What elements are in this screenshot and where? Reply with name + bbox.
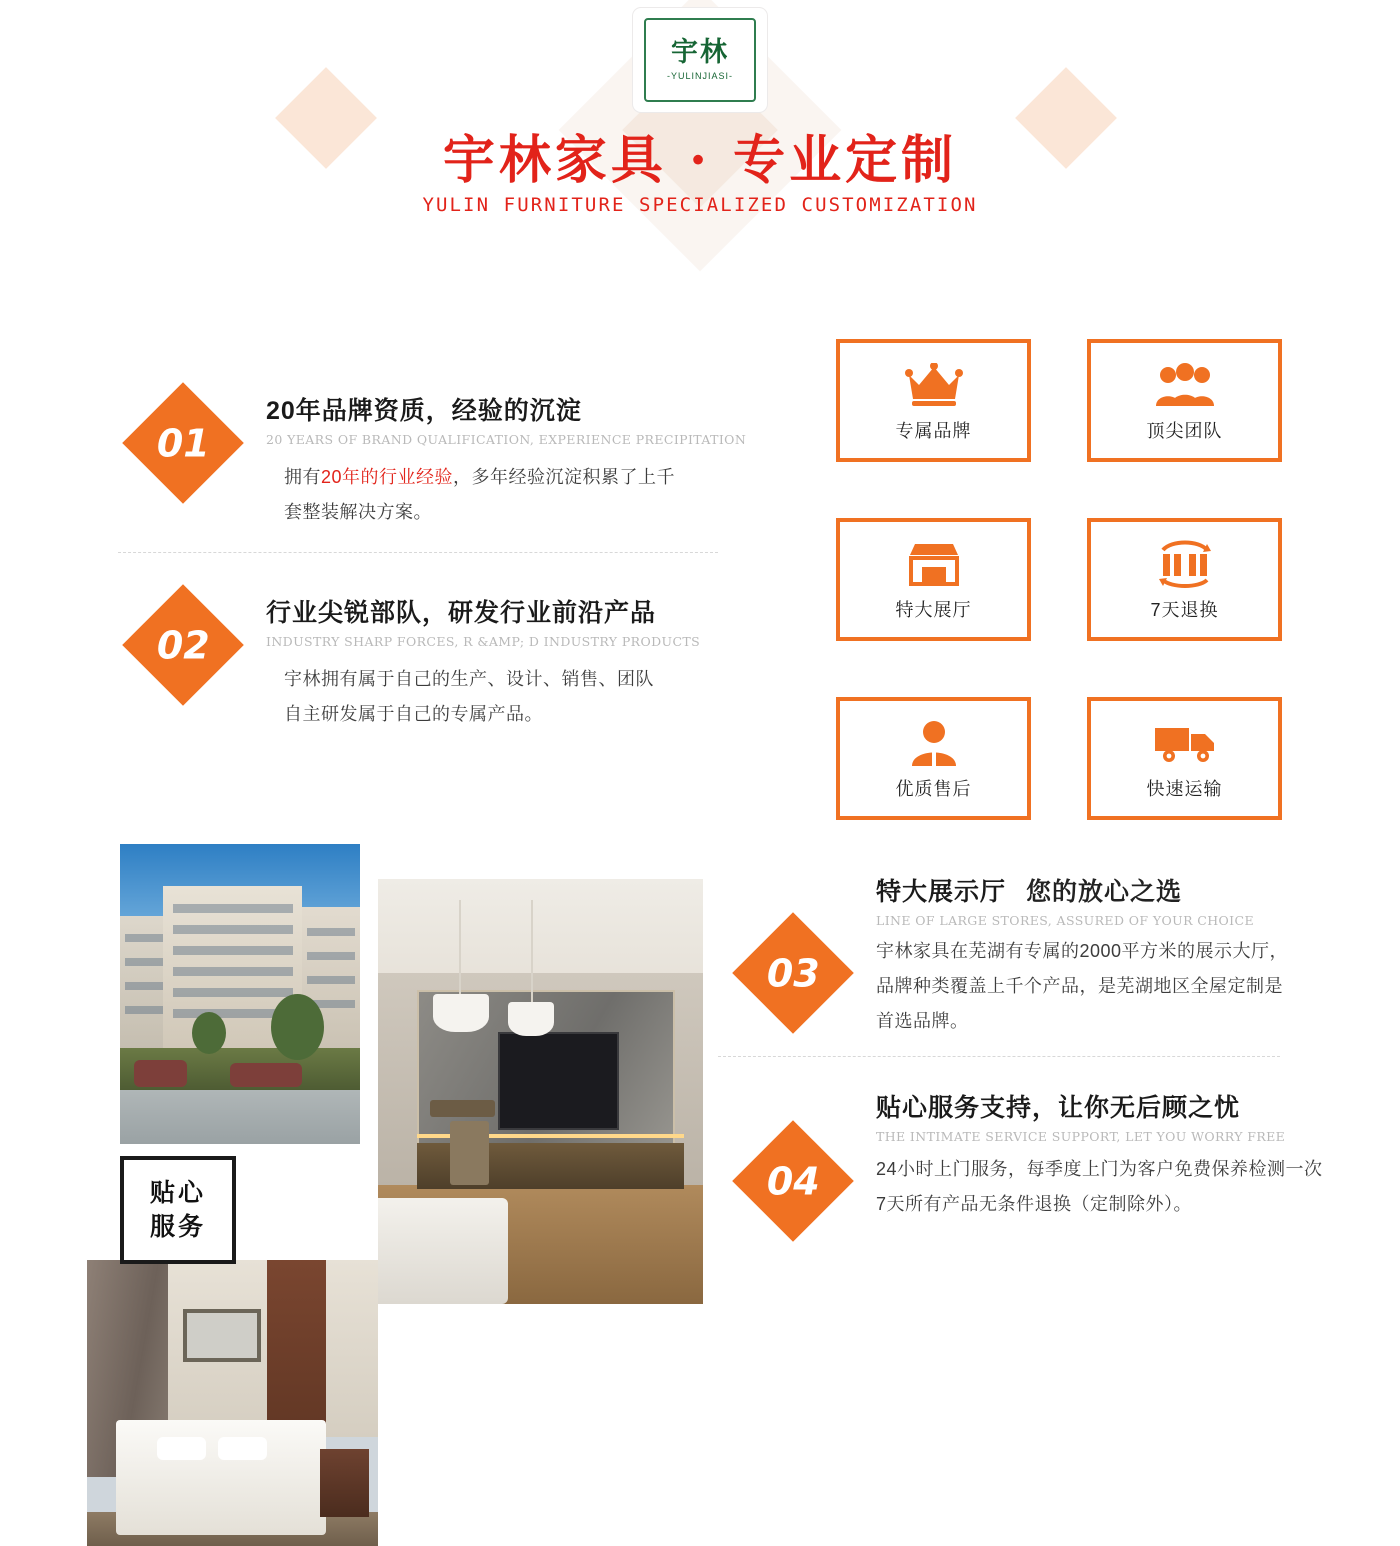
feature-number-badge-04 — [732, 1120, 854, 1242]
feature-body-03-line2: 品牌种类覆盖上千个产品，是芜湖地区全屋定制是 — [876, 976, 1283, 996]
service-badge-line1: 贴心 — [149, 1178, 206, 1207]
truck-icon — [1153, 717, 1217, 769]
feature-number-01: 01 — [156, 420, 210, 465]
feature-body-02 — [266, 662, 766, 732]
advantage-card-shipping[interactable] — [1087, 697, 1282, 820]
feature-body-02-line1: 宇林拥有属于自己的生产、设计、销售、团队 — [284, 669, 654, 689]
service-badge-line2: 服务 — [149, 1212, 206, 1241]
brand-logo — [633, 8, 767, 112]
feature-body-04-line1: 24小时上门服务，每季度上门为客户免费保养检测一次 — [876, 1159, 1323, 1179]
advantage-card-showroom[interactable] — [836, 518, 1031, 641]
page-header — [0, 0, 1400, 300]
feature-subtitle-02: INDUSTRY SHARP FORCES, R &AMP; D INDUSTRY PRODUCTS — [266, 634, 701, 649]
advantage-label-brand: 专属品牌 — [895, 420, 972, 441]
feature-body-01-post: ，多年经验沉淀积累了上千 — [453, 467, 676, 487]
feature-number-02: 02 — [156, 622, 210, 667]
living-room-photo — [378, 879, 703, 1304]
bedroom-photo — [87, 1260, 378, 1546]
feature-number-badge-02 — [122, 584, 244, 706]
crown-icon — [905, 359, 963, 411]
feature-number-04: 04 — [766, 1158, 820, 1203]
advantage-icon-grid — [836, 339, 1282, 820]
advantage-label-showroom: 特大展厅 — [895, 599, 972, 620]
feature-body-02-line2: 自主研发属于自己的专属产品。 — [284, 704, 543, 724]
return-exchange-icon — [1155, 538, 1215, 590]
page-title: 宇林家具 · 专业定制 — [442, 130, 958, 191]
feature-subtitle-04: THE INTIMATE SERVICE SUPPORT, LET YOU WORRY FREE — [876, 1129, 1286, 1144]
feature-body-03-line3: 首选品牌。 — [876, 1011, 969, 1031]
advantage-card-team[interactable] — [1087, 339, 1282, 462]
feature-title-03-strong: 特大展示厅 — [876, 878, 1007, 906]
feature-body-01 — [266, 460, 766, 530]
service-badge — [120, 1156, 236, 1264]
feature-title-03-light: 您的放心之选 — [1025, 878, 1182, 906]
storefront-icon — [905, 538, 963, 590]
feature-subtitle-01: 20 YEARS OF BRAND QUALIFICATION, EXPERIENCE PRECIPITATION — [266, 432, 747, 447]
feature-body-01-pre: 拥有 — [284, 467, 321, 487]
feature-body-01-highlight: 20年的行业经验 — [321, 467, 454, 487]
advantage-label-return: 7天退换 — [1150, 599, 1219, 620]
advantage-card-return[interactable] — [1087, 518, 1282, 641]
building-exterior-photo — [120, 844, 360, 1144]
feature-title-02: 行业尖锐部队，研发行业前沿产品 — [266, 599, 657, 627]
feature-body-04-line2: 7天所有产品无条件退换（定制除外）。 — [876, 1194, 1193, 1214]
logo-chinese-text: 宇林 — [671, 37, 729, 68]
feature-body-03-line1: 宇林家具在芜湖有专属的2000平方米的展示大厅， — [876, 941, 1289, 961]
logo-english-text: -YULINJIASI- — [666, 71, 733, 81]
page-subtitle: YULIN FURNITURE SPECIALIZED CUSTOMIZATION — [422, 194, 978, 216]
feature-divider-2 — [718, 1056, 1280, 1057]
feature-number-badge-03 — [732, 912, 854, 1034]
feature-title-01: 20年品牌资质，经验的沉淀 — [266, 397, 582, 425]
advantage-card-aftersales[interactable] — [836, 697, 1031, 820]
advantage-label-team: 顶尖团队 — [1146, 420, 1223, 441]
logo-frame — [644, 18, 756, 102]
advantage-label-aftersales: 优质售后 — [895, 778, 972, 799]
advantage-card-brand[interactable] — [836, 339, 1031, 462]
feature-title-03 — [876, 872, 1400, 908]
feature-body-04 — [876, 1152, 1400, 1222]
feature-title-04: 贴心服务支持，让你无后顾之忧 — [876, 1094, 1241, 1122]
service-agent-icon — [908, 717, 960, 769]
advantage-label-shipping: 快速运输 — [1146, 778, 1223, 799]
team-icon — [1154, 359, 1216, 411]
feature-body-03 — [876, 934, 1400, 1039]
feature-body-01-line2: 套整装解决方案。 — [284, 502, 432, 522]
feature-subtitle-03: LINE OF LARGE STORES, ASSURED OF YOUR CHOICE — [876, 913, 1254, 928]
feature-divider-1 — [118, 552, 718, 553]
feature-number-03: 03 — [766, 950, 820, 995]
feature-number-badge-01 — [122, 382, 244, 504]
